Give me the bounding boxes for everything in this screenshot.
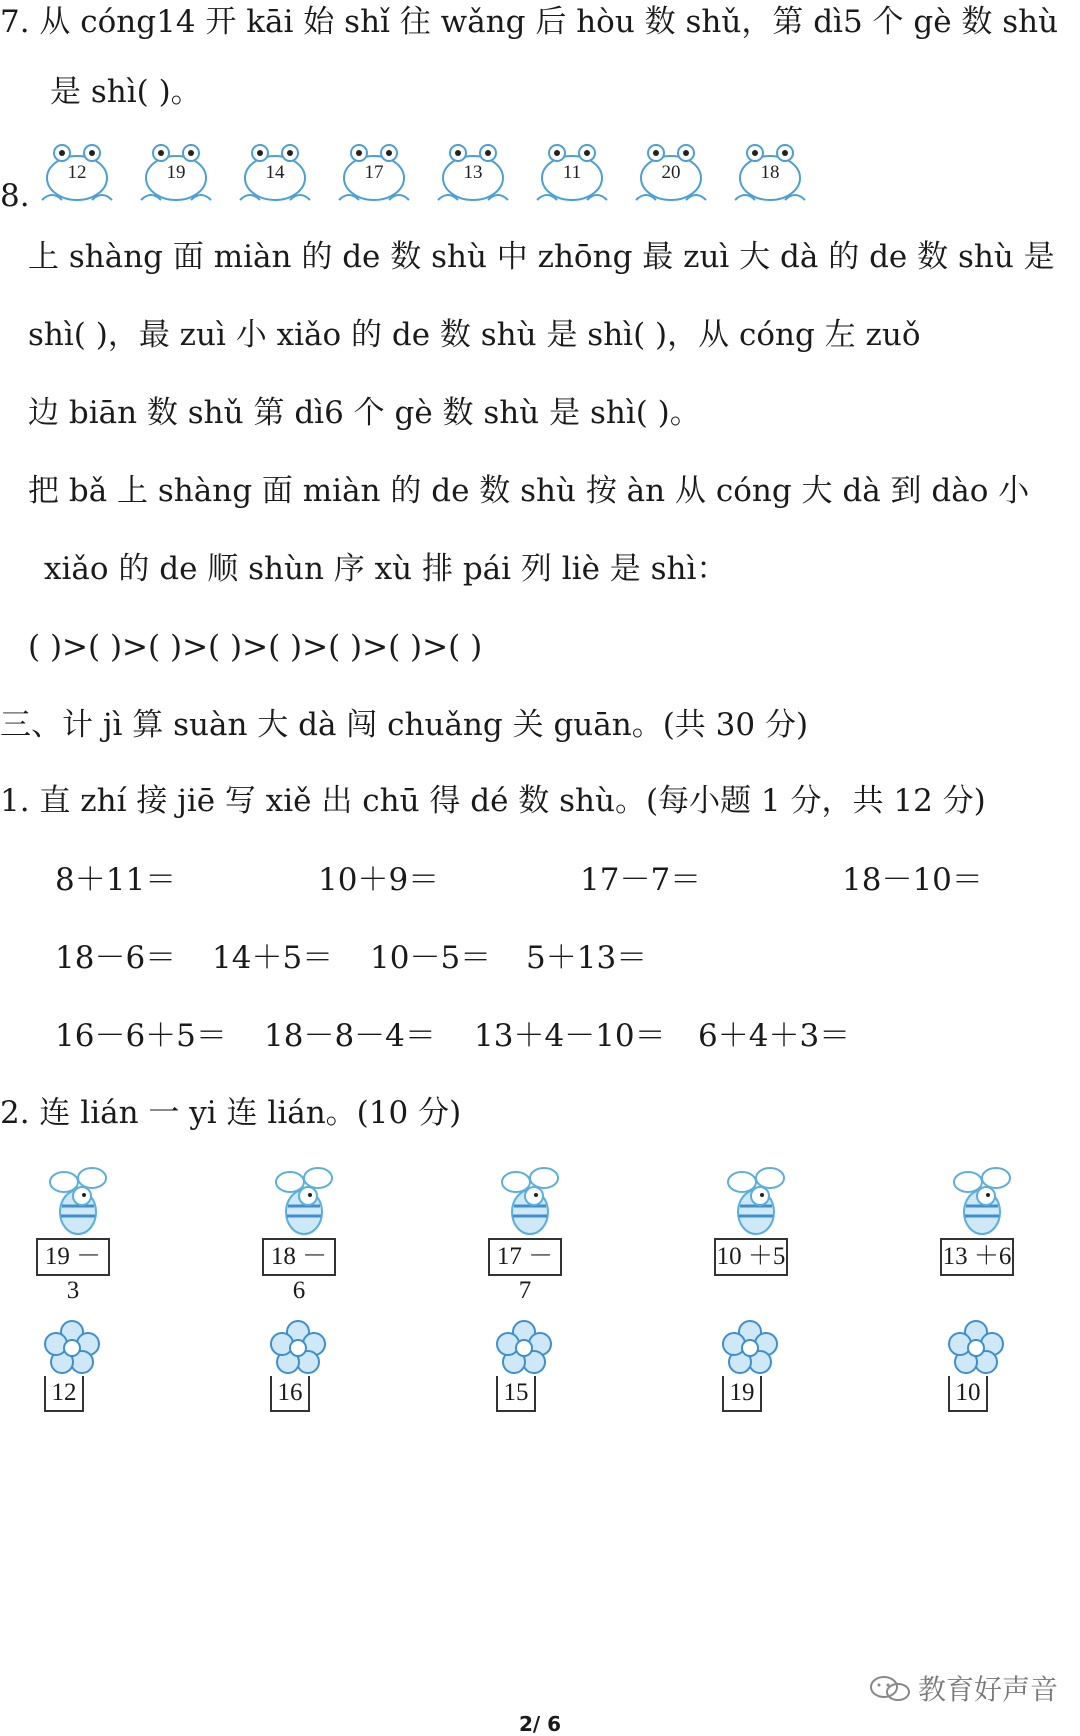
frog-number: 13: [463, 162, 483, 183]
calc-8: 5＋13＝: [526, 940, 648, 976]
frog-2: [137, 140, 215, 206]
frog-number: 14: [265, 162, 285, 183]
section3-title: 三、计 jì 算 suàn 大 dà 闯 chuǎng 关 guān。(共 30 分): [0, 707, 809, 743]
flower-number: 16: [270, 1376, 310, 1412]
bee-card-5: [940, 1160, 1020, 1280]
q7-line2: 是 shì( )。: [50, 74, 202, 110]
watermark-text: 教育好声音: [918, 1673, 1059, 1706]
flower-card-2: [264, 1318, 334, 1428]
flower-card-4: [716, 1318, 786, 1428]
flower-card-3: [490, 1318, 560, 1428]
bee-card-3: [488, 1160, 568, 1304]
flower-number: 12: [44, 1376, 84, 1412]
bee-expression: 18 － 6: [262, 1238, 336, 1276]
flower-number: 19: [722, 1376, 762, 1412]
flower-icon: [42, 1318, 102, 1378]
frog-number: 19: [166, 162, 186, 183]
flower-number: 15: [496, 1376, 536, 1412]
q8-line2: shì( )，最 zuì 小 xiǎo 的 de 数 shù 是 shì( )，从 cóng 左 zuǒ: [28, 317, 921, 353]
bee-expression: 10 ＋5: [714, 1238, 788, 1276]
bee-icon: [490, 1160, 570, 1240]
q8-line5: xiǎo 的 de 顺 shùn 序 xù 排 pái 列 liè 是 shì：: [44, 551, 728, 587]
flower-icon: [946, 1318, 1006, 1378]
bee-card-1: [36, 1160, 116, 1304]
flower-icon: [720, 1318, 780, 1378]
flower-icon: [268, 1318, 328, 1378]
flower-number: 10: [948, 1376, 988, 1412]
q8-line4: 把 bǎ 上 shàng 面 miàn 的 de 数 shù 按 àn 从 cóng 大 dà 到 dào 小: [28, 473, 1030, 509]
frog-number: 20: [661, 162, 681, 183]
bee-icon: [38, 1160, 118, 1240]
bee-expression: 17 － 7: [488, 1238, 562, 1276]
q7-line1: 7. 从 cóng14 开 kāi 始 shǐ 往 wǎng 后 hòu 数 shǔ，第 dì5 个 gè 数 shù: [0, 4, 1059, 40]
page-number: 2/ 6: [518, 1712, 562, 1736]
calc-5: 18－6＝: [55, 940, 177, 976]
bee-card-2: [262, 1160, 342, 1304]
calc-1: 8＋11＝: [55, 862, 177, 898]
frog-5: [434, 140, 512, 206]
calc-7: 10－5＝: [370, 940, 492, 976]
calc-12: 6＋4＋3＝: [698, 1018, 851, 1054]
q8-line1: 上 shàng 面 miàn 的 de 数 shù 中 zhōng 最 zuì 大 dà 的 de 数 shù 是: [28, 239, 1055, 275]
flower-card-5: [942, 1318, 1012, 1428]
calc-9: 16－6＋5＝: [55, 1018, 227, 1054]
q2-title: 2. 连 lián 一 yi 连 lián。(10 分): [0, 1095, 462, 1131]
calc-4: 18－10＝: [842, 862, 983, 898]
frog-number: 12: [67, 162, 87, 183]
bee-expression: 19 － 3: [36, 1238, 110, 1276]
calc-10: 18－8－4＝: [264, 1018, 436, 1054]
flower-icon: [494, 1318, 554, 1378]
q8-line3: 边 biān 数 shǔ 第 dì6 个 gè 数 shù 是 shì( )。: [28, 395, 701, 431]
calc-11: 13＋4－10＝: [474, 1018, 666, 1054]
flower-card-1: [38, 1318, 108, 1428]
q8-number: 8.: [0, 178, 30, 214]
frog-number: 11: [562, 162, 582, 183]
calc-2: 10＋9＝: [318, 862, 440, 898]
bee-card-4: [714, 1160, 794, 1280]
calc-3: 17－7＝: [580, 862, 702, 898]
bee-icon: [264, 1160, 344, 1240]
calc-6: 14＋5＝: [212, 940, 334, 976]
frog-4: [335, 140, 413, 206]
q1-title: 1. 直 zhí 接 jiē 写 xiě 出 chū 得 dé 数 shù。(每小题 1 分，共 12 分): [0, 783, 986, 819]
bee-icon: [942, 1160, 1022, 1240]
frog-1: [38, 140, 116, 206]
frog-3: [236, 140, 314, 206]
frog-8: [731, 140, 809, 206]
bee-expression: 13 ＋6: [940, 1238, 1014, 1276]
frog-7: [632, 140, 710, 206]
frog-number: 17: [364, 162, 384, 183]
bee-icon: [716, 1160, 796, 1240]
wechat-icon: [868, 1674, 912, 1704]
frog-number: 18: [760, 162, 780, 183]
q8-order-blanks: ( )>( )>( )>( )>( )>( )>( )>( ): [28, 629, 483, 665]
frog-6: [533, 140, 611, 206]
